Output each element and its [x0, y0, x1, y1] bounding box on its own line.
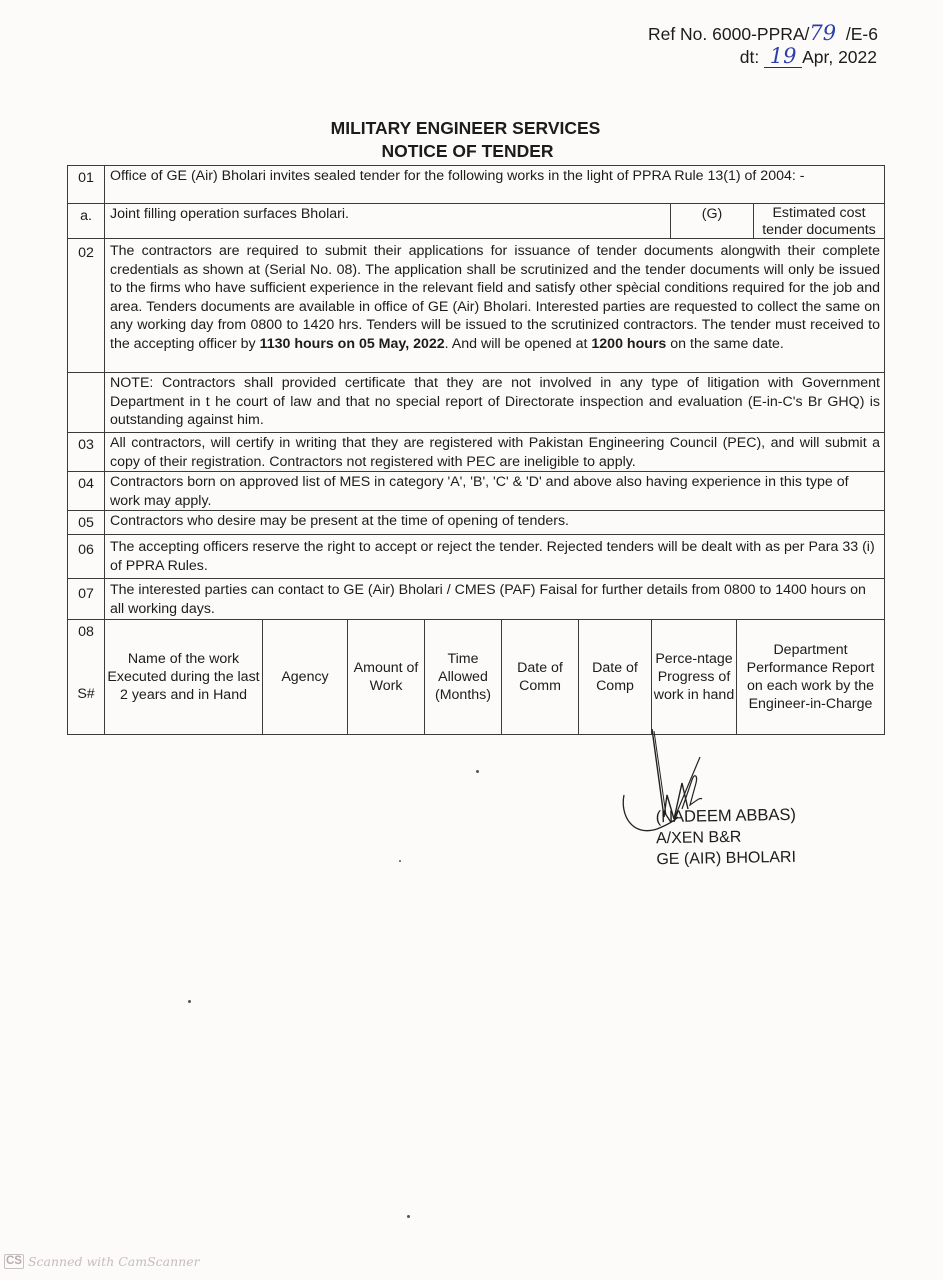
reference-number [648, 22, 878, 46]
clause-number: 05 [68, 511, 105, 535]
date-suffix: Apr, 2022 [802, 47, 877, 67]
estimated-cost-label [753, 204, 884, 238]
scan-speck [476, 770, 479, 773]
clause-number: 04 [68, 472, 105, 511]
opening-time: 1200 hours [591, 335, 667, 352]
column-header-time-allowed: Time Allowed (Months) [424, 620, 501, 734]
work-item-row [105, 204, 884, 238]
camscanner-watermark [4, 1254, 200, 1269]
column-header-percentage-progress: Perce-ntage Progress of work in hand [651, 620, 736, 734]
clause-text: The interested parties can contact to GE (Air) Bholari / CMES (PAF) Faisal for further details from 0800 to 1400 hours on all working days. [105, 579, 885, 619]
clause-text: All contractors, will certify in writing that they are registered with Pakistan Engineering Council (PEC), and will submit a copy of their registration. Contractors not registered with PEC are ineligible to apply. [105, 433, 885, 472]
signatory-name: (NADEEM ABBAS) [655, 805, 797, 827]
serial-cell [68, 619, 105, 734]
clause-text: Office of GE (Air) Bholari invites sealed tender for the following works in the light of PPRA Rule 13(1) of 2004: - [105, 166, 885, 204]
clause-number: 02 [68, 239, 105, 373]
clause-06 [68, 535, 885, 579]
clause-number: 03 [68, 433, 105, 472]
ref-handwritten-number: 79 [809, 21, 837, 45]
works-experience-table [105, 620, 884, 734]
date-prefix: dt: [739, 47, 760, 67]
clause-text: The accepting officers reserve the right to accept or reject the tender. Rejected tenders will be dealt with as per Para 33 (i) of PPRA Rules. [105, 535, 885, 579]
clause-number: 07 [68, 579, 105, 619]
estimated-line-1: Estimated cost [772, 205, 866, 221]
clause-02-note [68, 373, 885, 433]
column-header-date-comp: Date of Comp [578, 620, 651, 734]
clause-08 [68, 619, 885, 734]
column-header-work-name: Name of the work Executed during the last 2 years and in Hand [107, 650, 260, 703]
estimated-line-2: tender documents [762, 222, 876, 238]
signatory-office: GE (AIR) BHOLARI [656, 848, 797, 869]
ref-prefix: Ref No. 6000-PPRA/ [647, 24, 810, 44]
organization-title: MILITARY ENGINEER SERVICES [330, 118, 601, 138]
signatory-block [655, 805, 796, 870]
document-titles [0, 117, 943, 163]
scan-speck [399, 860, 401, 862]
empty-number-cell [68, 373, 105, 433]
notice-title: NOTICE OF TENDER [381, 141, 554, 161]
camscanner-logo: CS [6, 1255, 22, 1267]
reference-block [648, 22, 877, 69]
clause-02-text: The contractors are required to submit their applications for issuance of tender documents alongwith their complete credentials as shown at (Serial No. 08). The application shall be scrutinized and the tender documents will only be issued to the firms who have sufficient experience in the relevant field and satisfy other spècial conditions required for the job and area. Tenders documents are available in office of GE (Air) Bholari. Interested parties are requested to collect the same on any working day from 0800 to 1420 hrs. Tenders will be issued to the scrutinized contractors. The tender must received to the accepting officer by [110, 243, 880, 352]
clause-number: 08 [78, 623, 94, 640]
clause-02-text-3: on the same date. [670, 335, 784, 352]
clause-text: Contractors born on approved list of MES in category 'A', 'B', 'C' & 'D' and above also having experience in this type of work may apply. [105, 472, 885, 511]
scan-speck [407, 1215, 410, 1218]
camscanner-text: Scanned with CamScanner [27, 1254, 200, 1269]
work-description: Joint filling operation surfaces Bholari. [110, 206, 349, 222]
clause-05 [68, 511, 885, 535]
ref-suffix: /E-6 [845, 24, 878, 44]
column-header-amount: Amount of Work [347, 620, 424, 734]
clause-text: Contractors who desire may be present at the time of opening of tenders. [105, 511, 885, 535]
tender-clauses-table [67, 165, 885, 735]
submission-deadline: 1130 hours on 05 May, 2022 [259, 335, 445, 352]
serial-header: S# [77, 685, 95, 702]
work-item-cell [105, 204, 885, 239]
column-header-performance-report: Department Performance Report on each work by the Engineer-in-Charge [736, 620, 884, 734]
clause-text [105, 239, 885, 373]
clause-02 [68, 239, 885, 373]
date-handwritten-day: 19 [769, 44, 797, 68]
scan-speck [188, 1000, 191, 1003]
work-category: (G) [670, 204, 753, 238]
clause-number: 01 [68, 166, 105, 204]
column-header-date-comm: Date of Comm [501, 620, 578, 734]
clause-number: a. [68, 204, 105, 239]
clause-07 [68, 579, 885, 619]
column-header-agency: Agency [262, 620, 347, 734]
clause-01 [68, 166, 885, 204]
clause-02-text-2: . And will be opened at [444, 335, 588, 352]
clause-number: 06 [68, 535, 105, 579]
reference-date [648, 46, 877, 69]
clause-a [68, 204, 885, 239]
clause-03 [68, 433, 885, 472]
note-text: NOTE: Contractors shall provided certificate that they are not involved in any type of litigation with Government Department in t he court of law and that no special report of Directorate inspection and evaluation (E-in-C's Br GHQ) is outstanding against him. [105, 373, 885, 433]
signatory-designation: A/XEN B&R [655, 828, 742, 848]
clause-04 [68, 472, 885, 511]
works-experience-cell [105, 619, 885, 734]
